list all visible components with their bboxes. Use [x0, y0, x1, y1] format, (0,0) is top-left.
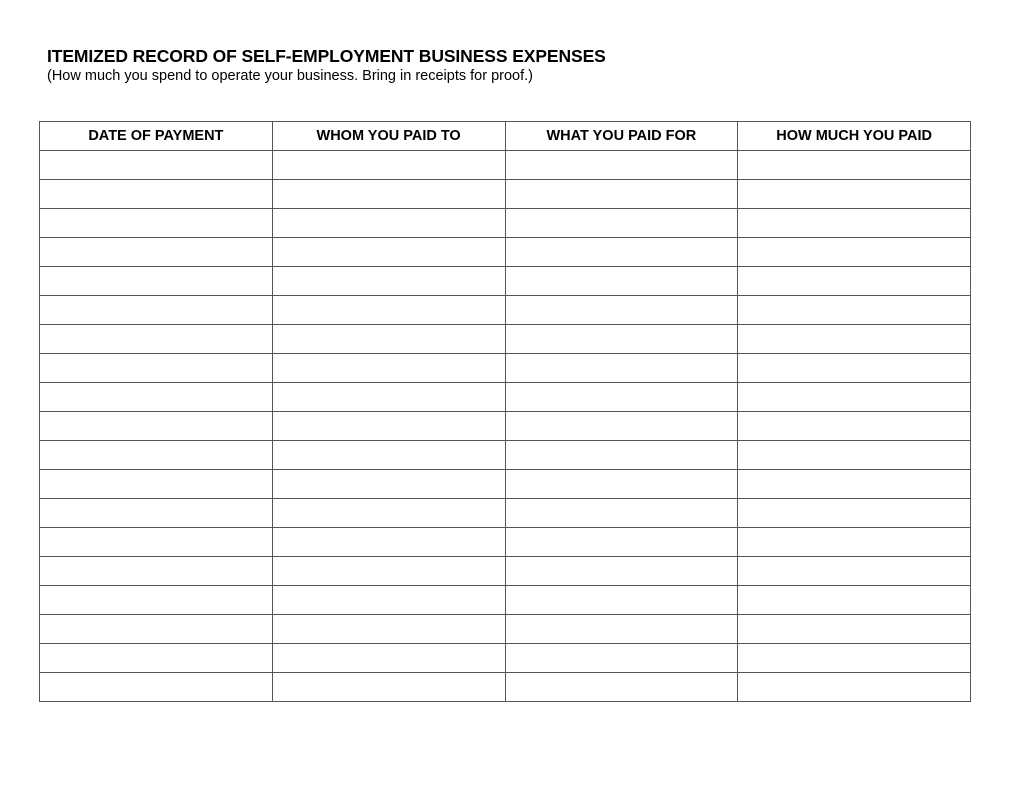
column-header-item: WHAT YOU PAID FOR	[505, 122, 738, 151]
table-row	[40, 441, 971, 470]
table-row	[40, 238, 971, 267]
date-cell[interactable]	[40, 151, 273, 180]
date-cell[interactable]	[40, 180, 273, 209]
item-cell[interactable]	[505, 296, 738, 325]
table-row	[40, 296, 971, 325]
table-row	[40, 470, 971, 499]
table-row	[40, 209, 971, 238]
payee-cell[interactable]	[272, 209, 505, 238]
date-cell[interactable]	[40, 354, 273, 383]
date-cell[interactable]	[40, 470, 273, 499]
item-cell[interactable]	[505, 325, 738, 354]
table-row	[40, 383, 971, 412]
payee-cell[interactable]	[272, 557, 505, 586]
date-cell[interactable]	[40, 412, 273, 441]
column-header-date: DATE OF PAYMENT	[40, 122, 273, 151]
table-row	[40, 267, 971, 296]
table-row	[40, 586, 971, 615]
payee-cell[interactable]	[272, 470, 505, 499]
amount-cell[interactable]	[738, 209, 971, 238]
table-row	[40, 354, 971, 383]
table-row	[40, 412, 971, 441]
expense-table	[39, 121, 971, 702]
date-cell[interactable]	[40, 528, 273, 557]
document-subtitle: (How much you spend to operate your business. Bring in receipts for proof.)	[47, 68, 533, 84]
amount-cell[interactable]	[738, 325, 971, 354]
amount-cell[interactable]	[738, 267, 971, 296]
payee-cell[interactable]	[272, 325, 505, 354]
amount-cell[interactable]	[738, 673, 971, 702]
payee-cell[interactable]	[272, 499, 505, 528]
item-cell[interactable]	[505, 441, 738, 470]
item-cell[interactable]	[505, 499, 738, 528]
amount-cell[interactable]	[738, 151, 971, 180]
column-header-amount: HOW MUCH YOU PAID	[738, 122, 971, 151]
date-cell[interactable]	[40, 644, 273, 673]
amount-cell[interactable]	[738, 354, 971, 383]
payee-cell[interactable]	[272, 441, 505, 470]
table-row	[40, 673, 971, 702]
date-cell[interactable]	[40, 586, 273, 615]
item-cell[interactable]	[505, 238, 738, 267]
amount-cell[interactable]	[738, 238, 971, 267]
item-cell[interactable]	[505, 615, 738, 644]
table-row	[40, 528, 971, 557]
payee-cell[interactable]	[272, 354, 505, 383]
table-row	[40, 325, 971, 354]
amount-cell[interactable]	[738, 557, 971, 586]
amount-cell[interactable]	[738, 180, 971, 209]
item-cell[interactable]	[505, 528, 738, 557]
payee-cell[interactable]	[272, 586, 505, 615]
date-cell[interactable]	[40, 557, 273, 586]
item-cell[interactable]	[505, 267, 738, 296]
payee-cell[interactable]	[272, 615, 505, 644]
table-row	[40, 180, 971, 209]
payee-cell[interactable]	[272, 296, 505, 325]
payee-cell[interactable]	[272, 267, 505, 296]
payee-cell[interactable]	[272, 238, 505, 267]
amount-cell[interactable]	[738, 528, 971, 557]
date-cell[interactable]	[40, 383, 273, 412]
table-row	[40, 557, 971, 586]
payee-cell[interactable]	[272, 151, 505, 180]
item-cell[interactable]	[505, 557, 738, 586]
amount-cell[interactable]	[738, 470, 971, 499]
payee-cell[interactable]	[272, 383, 505, 412]
amount-cell[interactable]	[738, 296, 971, 325]
item-cell[interactable]	[505, 209, 738, 238]
date-cell[interactable]	[40, 238, 273, 267]
date-cell[interactable]	[40, 673, 273, 702]
payee-cell[interactable]	[272, 673, 505, 702]
document-title: ITEMIZED RECORD OF SELF-EMPLOYMENT BUSINESS EXPENSES	[47, 46, 606, 66]
amount-cell[interactable]	[738, 412, 971, 441]
amount-cell[interactable]	[738, 383, 971, 412]
amount-cell[interactable]	[738, 441, 971, 470]
table-row	[40, 151, 971, 180]
date-cell[interactable]	[40, 296, 273, 325]
amount-cell[interactable]	[738, 615, 971, 644]
item-cell[interactable]	[505, 354, 738, 383]
item-cell[interactable]	[505, 470, 738, 499]
date-cell[interactable]	[40, 615, 273, 644]
item-cell[interactable]	[505, 151, 738, 180]
payee-cell[interactable]	[272, 412, 505, 441]
date-cell[interactable]	[40, 209, 273, 238]
expense-table-body	[40, 151, 971, 702]
table-row	[40, 644, 971, 673]
item-cell[interactable]	[505, 644, 738, 673]
item-cell[interactable]	[505, 180, 738, 209]
column-header-payee: WHOM YOU PAID TO	[272, 122, 505, 151]
table-row	[40, 615, 971, 644]
item-cell[interactable]	[505, 586, 738, 615]
amount-cell[interactable]	[738, 499, 971, 528]
item-cell[interactable]	[505, 383, 738, 412]
payee-cell[interactable]	[272, 528, 505, 557]
date-cell[interactable]	[40, 499, 273, 528]
date-cell[interactable]	[40, 441, 273, 470]
payee-cell[interactable]	[272, 644, 505, 673]
date-cell[interactable]	[40, 267, 273, 296]
item-cell[interactable]	[505, 412, 738, 441]
amount-cell[interactable]	[738, 586, 971, 615]
table-row	[40, 499, 971, 528]
amount-cell[interactable]	[738, 644, 971, 673]
date-cell[interactable]	[40, 325, 273, 354]
payee-cell[interactable]	[272, 180, 505, 209]
item-cell[interactable]	[505, 673, 738, 702]
table-header-row	[40, 122, 971, 151]
